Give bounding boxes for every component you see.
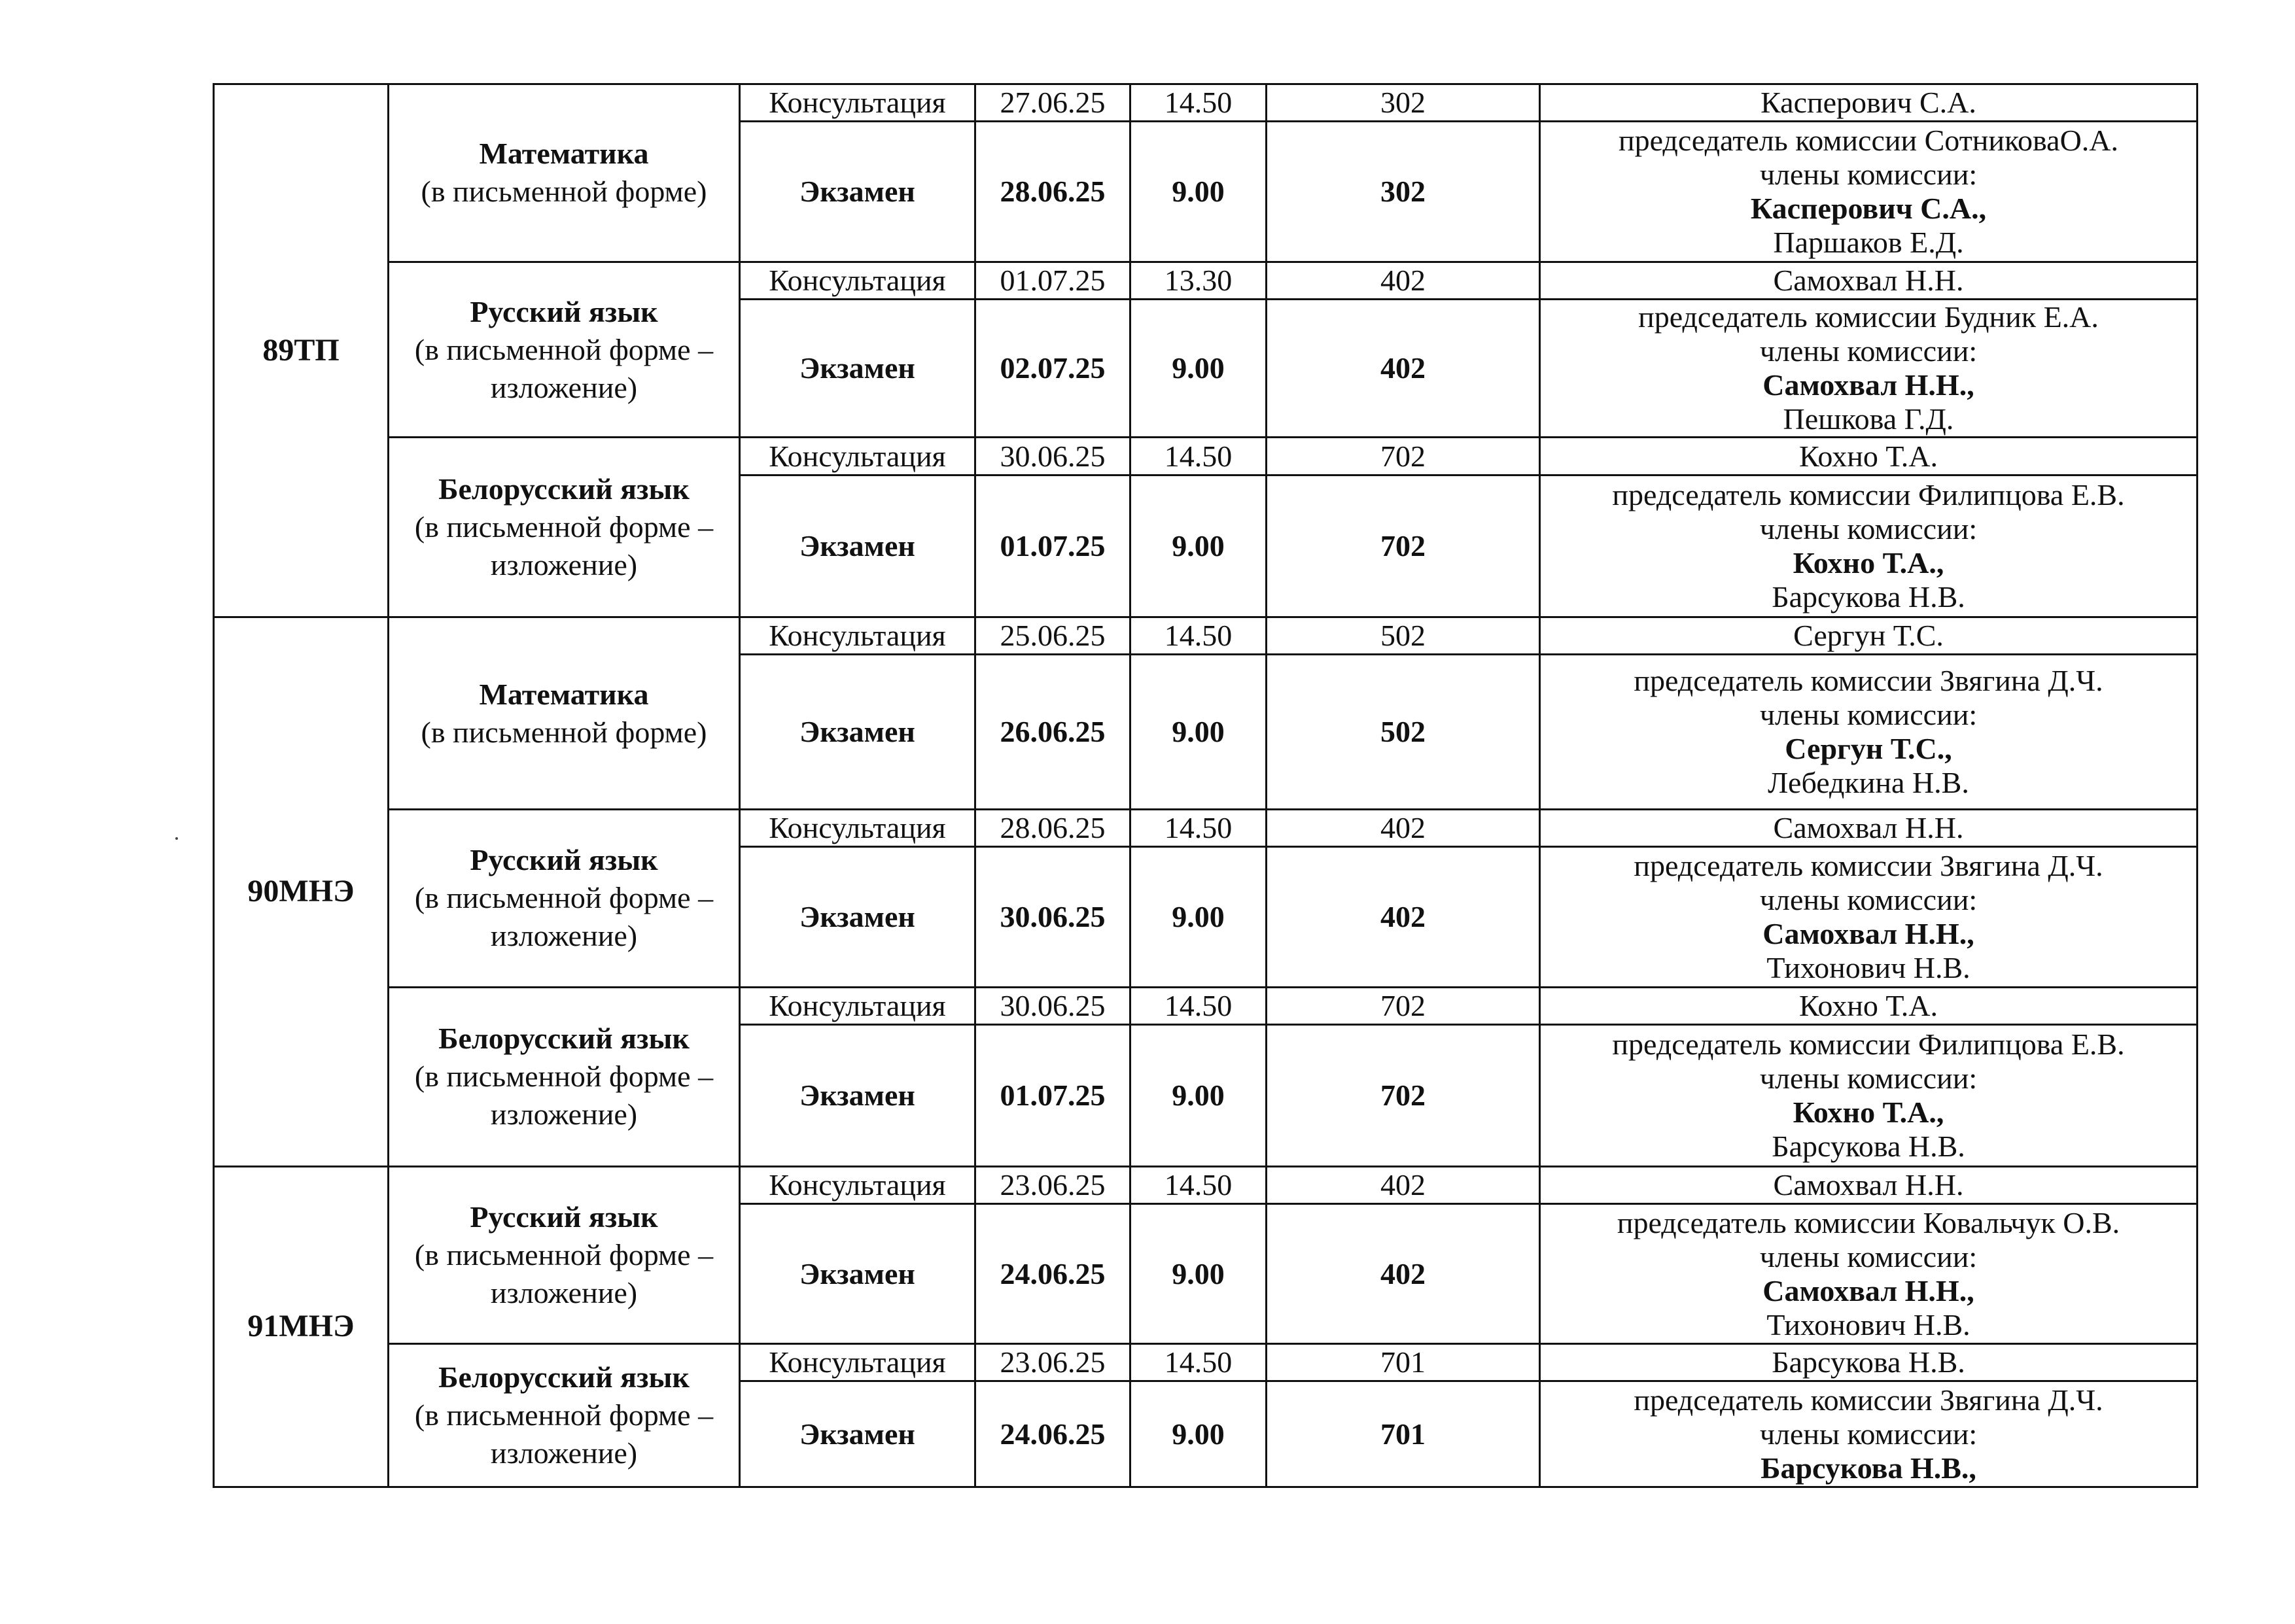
event-room: 402 <box>1267 299 1540 438</box>
event-type: Экзамен <box>740 299 975 438</box>
consultation-row <box>214 987 2198 1024</box>
event-room: 702 <box>1267 1024 1540 1166</box>
commission-member-main: Самохвал Н.Н., <box>1762 1273 1974 1307</box>
event-type: Консультация <box>740 262 975 299</box>
event-type: Экзамен <box>740 847 975 988</box>
commission-chair: председатель комиссии Филипцова Е.В. <box>1612 477 2125 511</box>
event-time: 14.50 <box>1130 1166 1267 1203</box>
event-date: 28.06.25 <box>975 122 1130 262</box>
event-room: 701 <box>1267 1344 1540 1381</box>
event-room: 402 <box>1267 847 1540 988</box>
event-time: 14.50 <box>1130 810 1267 847</box>
event-time: 14.50 <box>1130 617 1267 655</box>
group-cell: 89ТП <box>214 84 389 617</box>
event-room: 702 <box>1267 475 1540 617</box>
event-type: Консультация <box>740 617 975 655</box>
event-time: 9.00 <box>1130 655 1267 810</box>
commission-chair: председатель комиссии Будник Е.А. <box>1638 300 2099 334</box>
commission-member: Паршаков Е.Д. <box>1773 225 1964 259</box>
commission-members-label: члены комиссии: <box>1759 1417 1978 1451</box>
subject-name: Русский язык <box>470 843 658 877</box>
event-date: 25.06.25 <box>975 617 1130 655</box>
commission-members-label: члены комиссии: <box>1759 1061 1978 1095</box>
subject-cell <box>389 84 740 262</box>
commission-member: Пешкова Г.Д. <box>1783 402 1954 436</box>
event-type: Консультация <box>740 1344 975 1381</box>
event-type: Экзамен <box>740 475 975 617</box>
event-time: 14.50 <box>1130 1344 1267 1381</box>
commission-chair: председатель комиссии Звягина Д.Ч. <box>1634 664 2103 698</box>
subject-form: (в письменной форме – изложение) <box>414 881 714 953</box>
event-type: Экзамен <box>740 1203 975 1344</box>
event-time: 9.00 <box>1130 1203 1267 1344</box>
event-room: 701 <box>1267 1381 1540 1487</box>
event-type: Консультация <box>740 84 975 122</box>
commission-members-label: члены комиссии: <box>1759 698 1978 732</box>
commission-members-label: члены комиссии: <box>1759 1239 1978 1273</box>
commission-member-main: Кохно Т.А., <box>1793 545 1944 579</box>
event-type: Консультация <box>740 438 975 475</box>
event-time: 14.50 <box>1130 84 1267 122</box>
exam-schedule-table <box>213 83 2198 1488</box>
event-date: 30.06.25 <box>975 987 1130 1024</box>
commission-member: Тихонович Н.В. <box>1766 951 1971 984</box>
commission-members-label: члены комиссии: <box>1759 883 1978 916</box>
subject-cell <box>389 617 740 810</box>
subject-form: (в письменной форме – изложение) <box>414 510 714 582</box>
event-date: 01.07.25 <box>975 262 1130 299</box>
event-date: 24.06.25 <box>975 1203 1130 1344</box>
event-time: 9.00 <box>1130 847 1267 988</box>
consultant-name: Кохно Т.А. <box>1540 987 2198 1024</box>
commission-chair: председатель комиссии Звягина Д.Ч. <box>1634 1383 2103 1417</box>
group-cell: 91МНЭ <box>214 1166 389 1487</box>
commission-cell <box>1540 655 2198 810</box>
commission-members-label: члены комиссии: <box>1759 334 1978 368</box>
event-time: 9.00 <box>1130 1024 1267 1166</box>
event-date: 26.06.25 <box>975 655 1130 810</box>
commission-member: Тихонович Н.В. <box>1766 1307 1971 1341</box>
subject-cell <box>389 810 740 988</box>
event-date: 01.07.25 <box>975 1024 1130 1166</box>
subject-name: Математика <box>479 137 649 171</box>
subject-form: (в письменной форме – изложение) <box>414 1398 714 1470</box>
event-time: 9.00 <box>1130 299 1267 438</box>
event-time: 14.50 <box>1130 987 1267 1024</box>
commission-member-main: Сергун Т.С., <box>1785 732 1952 766</box>
event-time: 13.30 <box>1130 262 1267 299</box>
commission-members-label: члены комиссии: <box>1759 511 1978 545</box>
event-room: 702 <box>1267 987 1540 1024</box>
commission-member: Лебедкина Н.В. <box>1768 766 1969 800</box>
event-date: 23.06.25 <box>975 1344 1130 1381</box>
commission-member: Барсукова Н.В. <box>1772 579 1965 613</box>
commission-chair: председатель комиссии Филипцова Е.В. <box>1612 1027 2125 1061</box>
consultant-name: Барсукова Н.В. <box>1540 1344 2198 1381</box>
event-type: Консультация <box>740 810 975 847</box>
consultation-row <box>214 438 2198 475</box>
consultation-row <box>214 1166 2198 1203</box>
subject-name: Русский язык <box>470 1200 658 1234</box>
event-room: 502 <box>1267 617 1540 655</box>
event-room: 502 <box>1267 655 1540 810</box>
commission-member: Барсукова Н.В. <box>1772 1129 1965 1163</box>
subject-cell <box>389 987 740 1166</box>
commission-cell <box>1540 475 2198 617</box>
event-time: 9.00 <box>1130 1381 1267 1487</box>
event-room: 402 <box>1267 1166 1540 1203</box>
subject-cell <box>389 438 740 617</box>
event-room: 702 <box>1267 438 1540 475</box>
subject-name: Белорусский язык <box>438 472 690 506</box>
consultation-row <box>214 1344 2198 1381</box>
event-date: 01.07.25 <box>975 475 1130 617</box>
event-time: 14.50 <box>1130 438 1267 475</box>
event-date: 30.06.25 <box>975 847 1130 988</box>
group-cell: 90МНЭ <box>214 617 389 1166</box>
event-type: Экзамен <box>740 655 975 810</box>
scan-speck <box>175 837 178 840</box>
event-date: 02.07.25 <box>975 299 1130 438</box>
consultation-row <box>214 84 2198 122</box>
commission-cell <box>1540 122 2198 262</box>
consultation-row <box>214 262 2198 299</box>
commission-members-label: члены комиссии: <box>1759 157 1978 191</box>
subject-cell <box>389 1166 740 1344</box>
subject-form: (в письменной форме – изложение) <box>414 332 714 404</box>
event-type: Экзамен <box>740 1024 975 1166</box>
subject-name: Математика <box>479 677 649 711</box>
subject-cell <box>389 262 740 438</box>
event-room: 402 <box>1267 810 1540 847</box>
consultation-row <box>214 810 2198 847</box>
schedule-body <box>214 84 2198 1487</box>
consultant-name: Кохно Т.А. <box>1540 438 2198 475</box>
commission-member-main: Самохвал Н.Н., <box>1762 917 1974 950</box>
event-room: 302 <box>1267 84 1540 122</box>
event-time: 9.00 <box>1130 475 1267 617</box>
event-date: 23.06.25 <box>975 1166 1130 1203</box>
event-date: 27.06.25 <box>975 84 1130 122</box>
commission-member-main: Кохно Т.А., <box>1793 1095 1944 1129</box>
event-date: 30.06.25 <box>975 438 1130 475</box>
subject-cell <box>389 1344 740 1487</box>
event-type: Консультация <box>740 1166 975 1203</box>
consultant-name: Самохвал Н.Н. <box>1540 1166 2198 1203</box>
event-room: 402 <box>1267 262 1540 299</box>
consultation-row <box>214 617 2198 655</box>
event-date: 28.06.25 <box>975 810 1130 847</box>
commission-chair: председатель комиссии Звягина Д.Ч. <box>1634 849 2103 882</box>
commission-cell <box>1540 1024 2198 1166</box>
commission-member-main: Касперович С.А., <box>1750 191 1987 225</box>
consultant-name: Самохвал Н.Н. <box>1540 262 2198 299</box>
subject-name: Белорусский язык <box>438 1360 690 1394</box>
subject-name: Русский язык <box>470 294 658 328</box>
event-type: Экзамен <box>740 122 975 262</box>
consultant-name: Сергун Т.С. <box>1540 617 2198 655</box>
event-time: 9.00 <box>1130 122 1267 262</box>
commission-member-main: Барсукова Н.В., <box>1761 1451 1976 1485</box>
consultant-name: Самохвал Н.Н. <box>1540 810 2198 847</box>
event-type: Консультация <box>740 987 975 1024</box>
event-type: Экзамен <box>740 1381 975 1487</box>
subject-form: (в письменной форме – изложение) <box>414 1060 714 1132</box>
event-room: 302 <box>1267 122 1540 262</box>
consultant-name: Касперович С.А. <box>1540 84 2198 122</box>
event-date: 24.06.25 <box>975 1381 1130 1487</box>
subject-form: (в письменной форме) <box>421 715 707 749</box>
subject-form: (в письменной форме – изложение) <box>414 1237 714 1309</box>
event-room: 402 <box>1267 1203 1540 1344</box>
subject-form: (в письменной форме) <box>421 175 707 209</box>
commission-cell <box>1540 847 2198 988</box>
subject-name: Белорусский язык <box>438 1022 690 1056</box>
commission-cell <box>1540 299 2198 438</box>
commission-chair: председатель комиссии Ковальчук О.В. <box>1617 1205 2120 1239</box>
commission-member-main: Самохвал Н.Н., <box>1762 368 1974 402</box>
commission-cell <box>1540 1203 2198 1344</box>
commission-cell <box>1540 1381 2198 1487</box>
commission-chair: председатель комиссии СотниковаО.А. <box>1618 123 2119 157</box>
